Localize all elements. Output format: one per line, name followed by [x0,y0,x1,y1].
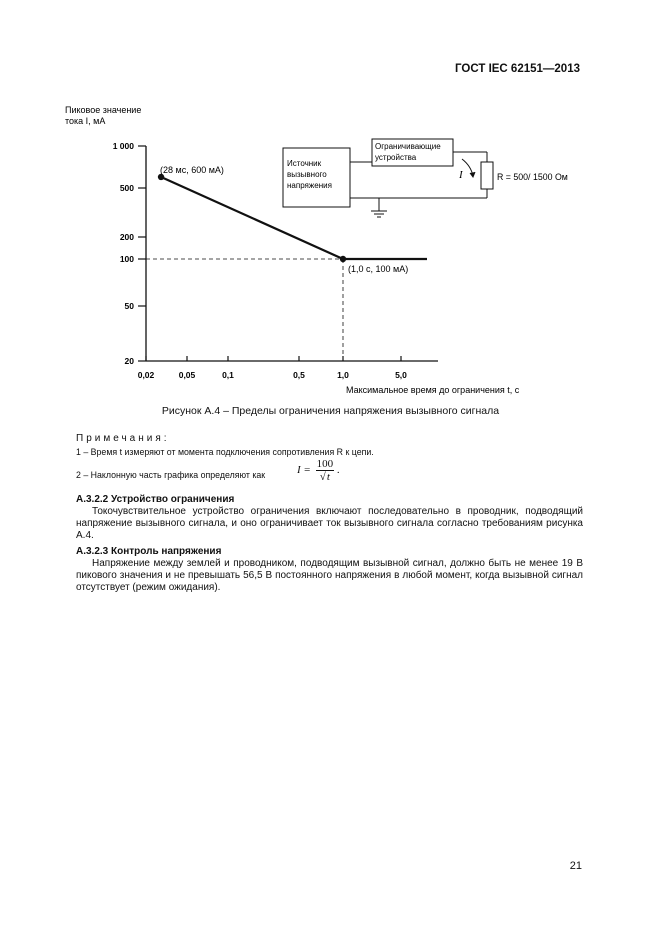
section-text-a322-body: Токочувствительное устройство ограничения включают последовательно в проводник, подводящий напряжение вызывного сигнала, и оно ограничивает ток вызывного сигнала согласно требованиям рисунка А.4. [76,506,583,541]
section-text-a323-body: Напряжение между землей и проводником, подводящим вызывной сигнал, должно быть не менее 19 В пикового значения и не превышать 56,5 В постоянного напряжения в любой момент, когда вызывной сигнал отсутствует (режим ожидания). [76,558,583,593]
x-tick-label: 0,02 [137,370,155,380]
y-tick-label: 1 000 [112,141,134,151]
x-axis-label: Максимальное время до ограничения t, с [346,385,520,395]
y-tick-label: 200 [119,232,134,242]
formula-fraction [316,458,335,483]
y-tick-label: 20 [124,356,134,366]
source-label-2: вызывного [287,170,327,179]
formula-denominator: √t [319,471,330,483]
figure-a4 [0,0,661,400]
section-heading-a322: А.3.2.2 Устройство ограничения [76,494,235,505]
notes-title: Примечания: [76,433,170,444]
limiter-label-2: устройства [375,153,417,162]
x-ticks [138,356,407,380]
source-label-1: Источник [287,159,322,168]
note-1: 1 – Время t измеряют от момента подключения сопротивления R к цепи. [76,447,374,457]
x-tick-label: 0,05 [178,370,196,380]
formula-denominator-var: t [326,471,330,483]
y-tick-label: 500 [119,183,134,193]
resistor [481,162,493,189]
formula-lhs: I = [297,464,311,477]
source-label-3: напряжения [287,181,332,190]
note-2: 2 – Наклонную часть графика определяют как [76,470,266,480]
document-code: ГОСТ IEC 62151—2013 [455,63,580,75]
slope-formula [297,458,340,483]
y-tick-label: 50 [124,301,134,311]
formula-end: . [336,464,340,477]
point-b-label: (1,0 с, 100 мА) [348,264,409,274]
x-tick-label: 0,5 [293,370,305,380]
x-tick-label: 5,0 [395,370,407,380]
point-a-label: (28 мс, 600 мА) [160,165,224,175]
y-ticks [113,141,146,366]
figure-caption: Рисунок А.4 – Пределы ограничения напряжения вызывного сигнала [161,405,500,417]
x-tick-label: 0,1 [222,370,234,380]
limiter-label-1: Ограничивающие [375,142,441,151]
section-text-a322 [76,506,583,541]
current-symbol: I [459,169,463,181]
y-axis-label-line2: тока I, мА [65,116,106,126]
y-tick-label: 100 [119,254,134,264]
section-text-a323 [76,558,583,593]
x-tick-label: 1,0 [337,370,349,380]
resistor-label: R = 500/ 1500 Ом [497,172,568,182]
page-number: 21 [569,860,582,872]
section-heading-a323: А.3.2.3 Контроль напряжения [76,546,222,557]
data-point-b [340,256,346,262]
formula-numerator: 100 [316,458,334,470]
y-axis-label-line1: Пиковое значение [65,105,142,115]
